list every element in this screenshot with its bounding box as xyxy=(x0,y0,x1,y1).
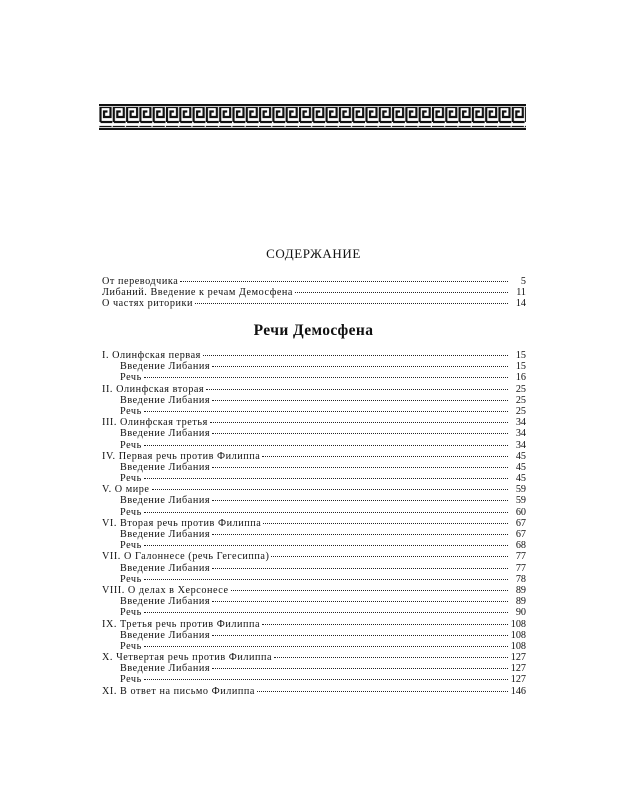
page-number: 34 xyxy=(515,417,526,429)
leader-dots xyxy=(262,449,508,457)
entry-title: VIII. О делах в Херсонесе xyxy=(102,584,229,596)
page-number: 25 xyxy=(515,394,526,406)
leader-dots xyxy=(212,493,508,501)
page-number: 68 xyxy=(515,540,526,552)
page-number: 60 xyxy=(515,506,526,518)
toc-entry-speech xyxy=(102,686,526,697)
page-number: 11 xyxy=(516,287,526,299)
leader-dots xyxy=(144,538,508,546)
page-number: 67 xyxy=(515,517,526,529)
page-number: 89 xyxy=(515,596,526,608)
leader-dots xyxy=(212,393,508,401)
page-number: 15 xyxy=(515,361,526,373)
leader-dots xyxy=(180,274,508,282)
greek-key-ornament xyxy=(99,104,526,130)
page-number: 25 xyxy=(515,383,526,395)
leader-dots xyxy=(295,285,508,293)
page-number: 34 xyxy=(515,439,526,451)
page-number: 25 xyxy=(515,405,526,417)
page-number: 78 xyxy=(515,573,526,585)
entry-title: XI. В ответ на письмо Филиппа xyxy=(102,685,255,697)
leader-dots xyxy=(144,639,508,647)
entry-title: Речь xyxy=(120,439,142,451)
leader-dots xyxy=(203,348,508,356)
entry-title: Введение Либания xyxy=(120,495,211,507)
entry-title: Речь xyxy=(120,506,142,518)
page-number: 108 xyxy=(510,640,526,652)
leader-dots xyxy=(262,617,508,625)
entry-title: IX. Третья речь против Филиппа xyxy=(102,618,261,630)
leader-dots xyxy=(263,516,508,524)
leader-dots xyxy=(274,650,508,658)
entry-title: V. О мире xyxy=(102,484,150,496)
page-number: 45 xyxy=(515,450,526,462)
entry-title: I. Олинфская первая xyxy=(102,350,201,361)
page-number: 127 xyxy=(510,674,526,686)
entry-title: Речь xyxy=(120,405,142,417)
page-number: 45 xyxy=(515,461,526,473)
page-number: 16 xyxy=(515,372,526,384)
entry-title: Введение Либания xyxy=(120,629,211,641)
entry-title: Речь xyxy=(120,473,142,485)
section-heading: Речи Демосфена xyxy=(253,322,374,339)
entry-title: VI. Вторая речь против Филиппа xyxy=(102,517,262,529)
page-number: 34 xyxy=(515,428,526,440)
leader-dots xyxy=(212,426,508,434)
leader-dots xyxy=(212,561,508,569)
leader-dots xyxy=(152,482,508,490)
entry-title: Введение Либания xyxy=(120,562,211,574)
leader-dots xyxy=(144,605,508,613)
leader-dots xyxy=(195,296,508,304)
page-number: 146 xyxy=(510,685,526,697)
front-matter-list xyxy=(102,276,526,310)
leader-dots xyxy=(231,583,508,591)
speeches-list xyxy=(102,350,526,697)
entry-title: Либаний. Введение к речам Демосфена xyxy=(102,287,294,299)
leader-dots xyxy=(144,438,508,446)
leader-dots xyxy=(144,672,508,680)
leader-dots xyxy=(144,471,508,479)
leader-dots xyxy=(212,661,508,669)
leader-dots xyxy=(206,382,508,390)
page-number: 108 xyxy=(510,629,526,641)
entry-title: Введение Либания xyxy=(120,361,211,373)
page-number: 89 xyxy=(515,584,526,596)
page-number: 77 xyxy=(515,562,526,574)
leader-dots xyxy=(144,572,508,580)
entry-title: Введение Либания xyxy=(120,529,211,540)
page-number: 15 xyxy=(515,350,526,361)
entry-title: Речь xyxy=(120,607,142,619)
page-number: 59 xyxy=(515,484,526,496)
leader-dots xyxy=(144,404,508,412)
leader-dots xyxy=(212,460,508,468)
page-number: 14 xyxy=(515,298,526,310)
entry-title: Введение Либания xyxy=(120,461,211,473)
entry-title: Введение Либания xyxy=(120,428,211,440)
leader-dots xyxy=(212,527,508,535)
page-number: 90 xyxy=(515,607,526,619)
page-number: 108 xyxy=(510,618,526,630)
entry-title: О частях риторики xyxy=(102,298,193,310)
leader-dots xyxy=(212,359,508,367)
leader-dots xyxy=(271,549,508,557)
page-number: 77 xyxy=(515,551,526,563)
page-number: 59 xyxy=(515,495,526,507)
toc-entry xyxy=(102,298,526,309)
entry-title: Речь xyxy=(120,674,142,686)
entry-title: IV. Первая речь против Филиппа xyxy=(102,450,261,462)
leader-dots xyxy=(144,505,508,513)
entry-title: Введение Либания xyxy=(120,394,211,406)
leader-dots xyxy=(212,628,508,636)
page-number: 67 xyxy=(515,529,526,540)
entry-title: Речь xyxy=(120,573,142,585)
entry-title: VII. О Галоннесе (речь Гегесиппа) xyxy=(102,551,270,563)
toc-heading: СОДЕРЖАНИЕ xyxy=(266,246,361,261)
leader-dots xyxy=(210,415,508,423)
entry-title: Введение Либания xyxy=(120,596,211,608)
page-number: 127 xyxy=(510,652,526,664)
page-number: 45 xyxy=(515,473,526,485)
page-number: 5 xyxy=(520,276,526,287)
leader-dots xyxy=(144,370,508,378)
entry-title: Речь xyxy=(120,372,142,384)
entry-title: II. Олинфская вторая xyxy=(102,383,205,395)
entry-title: III. Олинфская третья xyxy=(102,417,208,429)
entry-title: Речь xyxy=(120,640,142,652)
entry-title: Введение Либания xyxy=(120,663,211,675)
entry-title: От переводчика xyxy=(102,276,179,287)
entry-title: X. Четвертая речь против Филиппа xyxy=(102,652,273,664)
leader-dots xyxy=(212,594,508,602)
leader-dots xyxy=(257,684,508,692)
entry-title: Речь xyxy=(120,540,142,552)
page-number: 127 xyxy=(510,663,526,675)
